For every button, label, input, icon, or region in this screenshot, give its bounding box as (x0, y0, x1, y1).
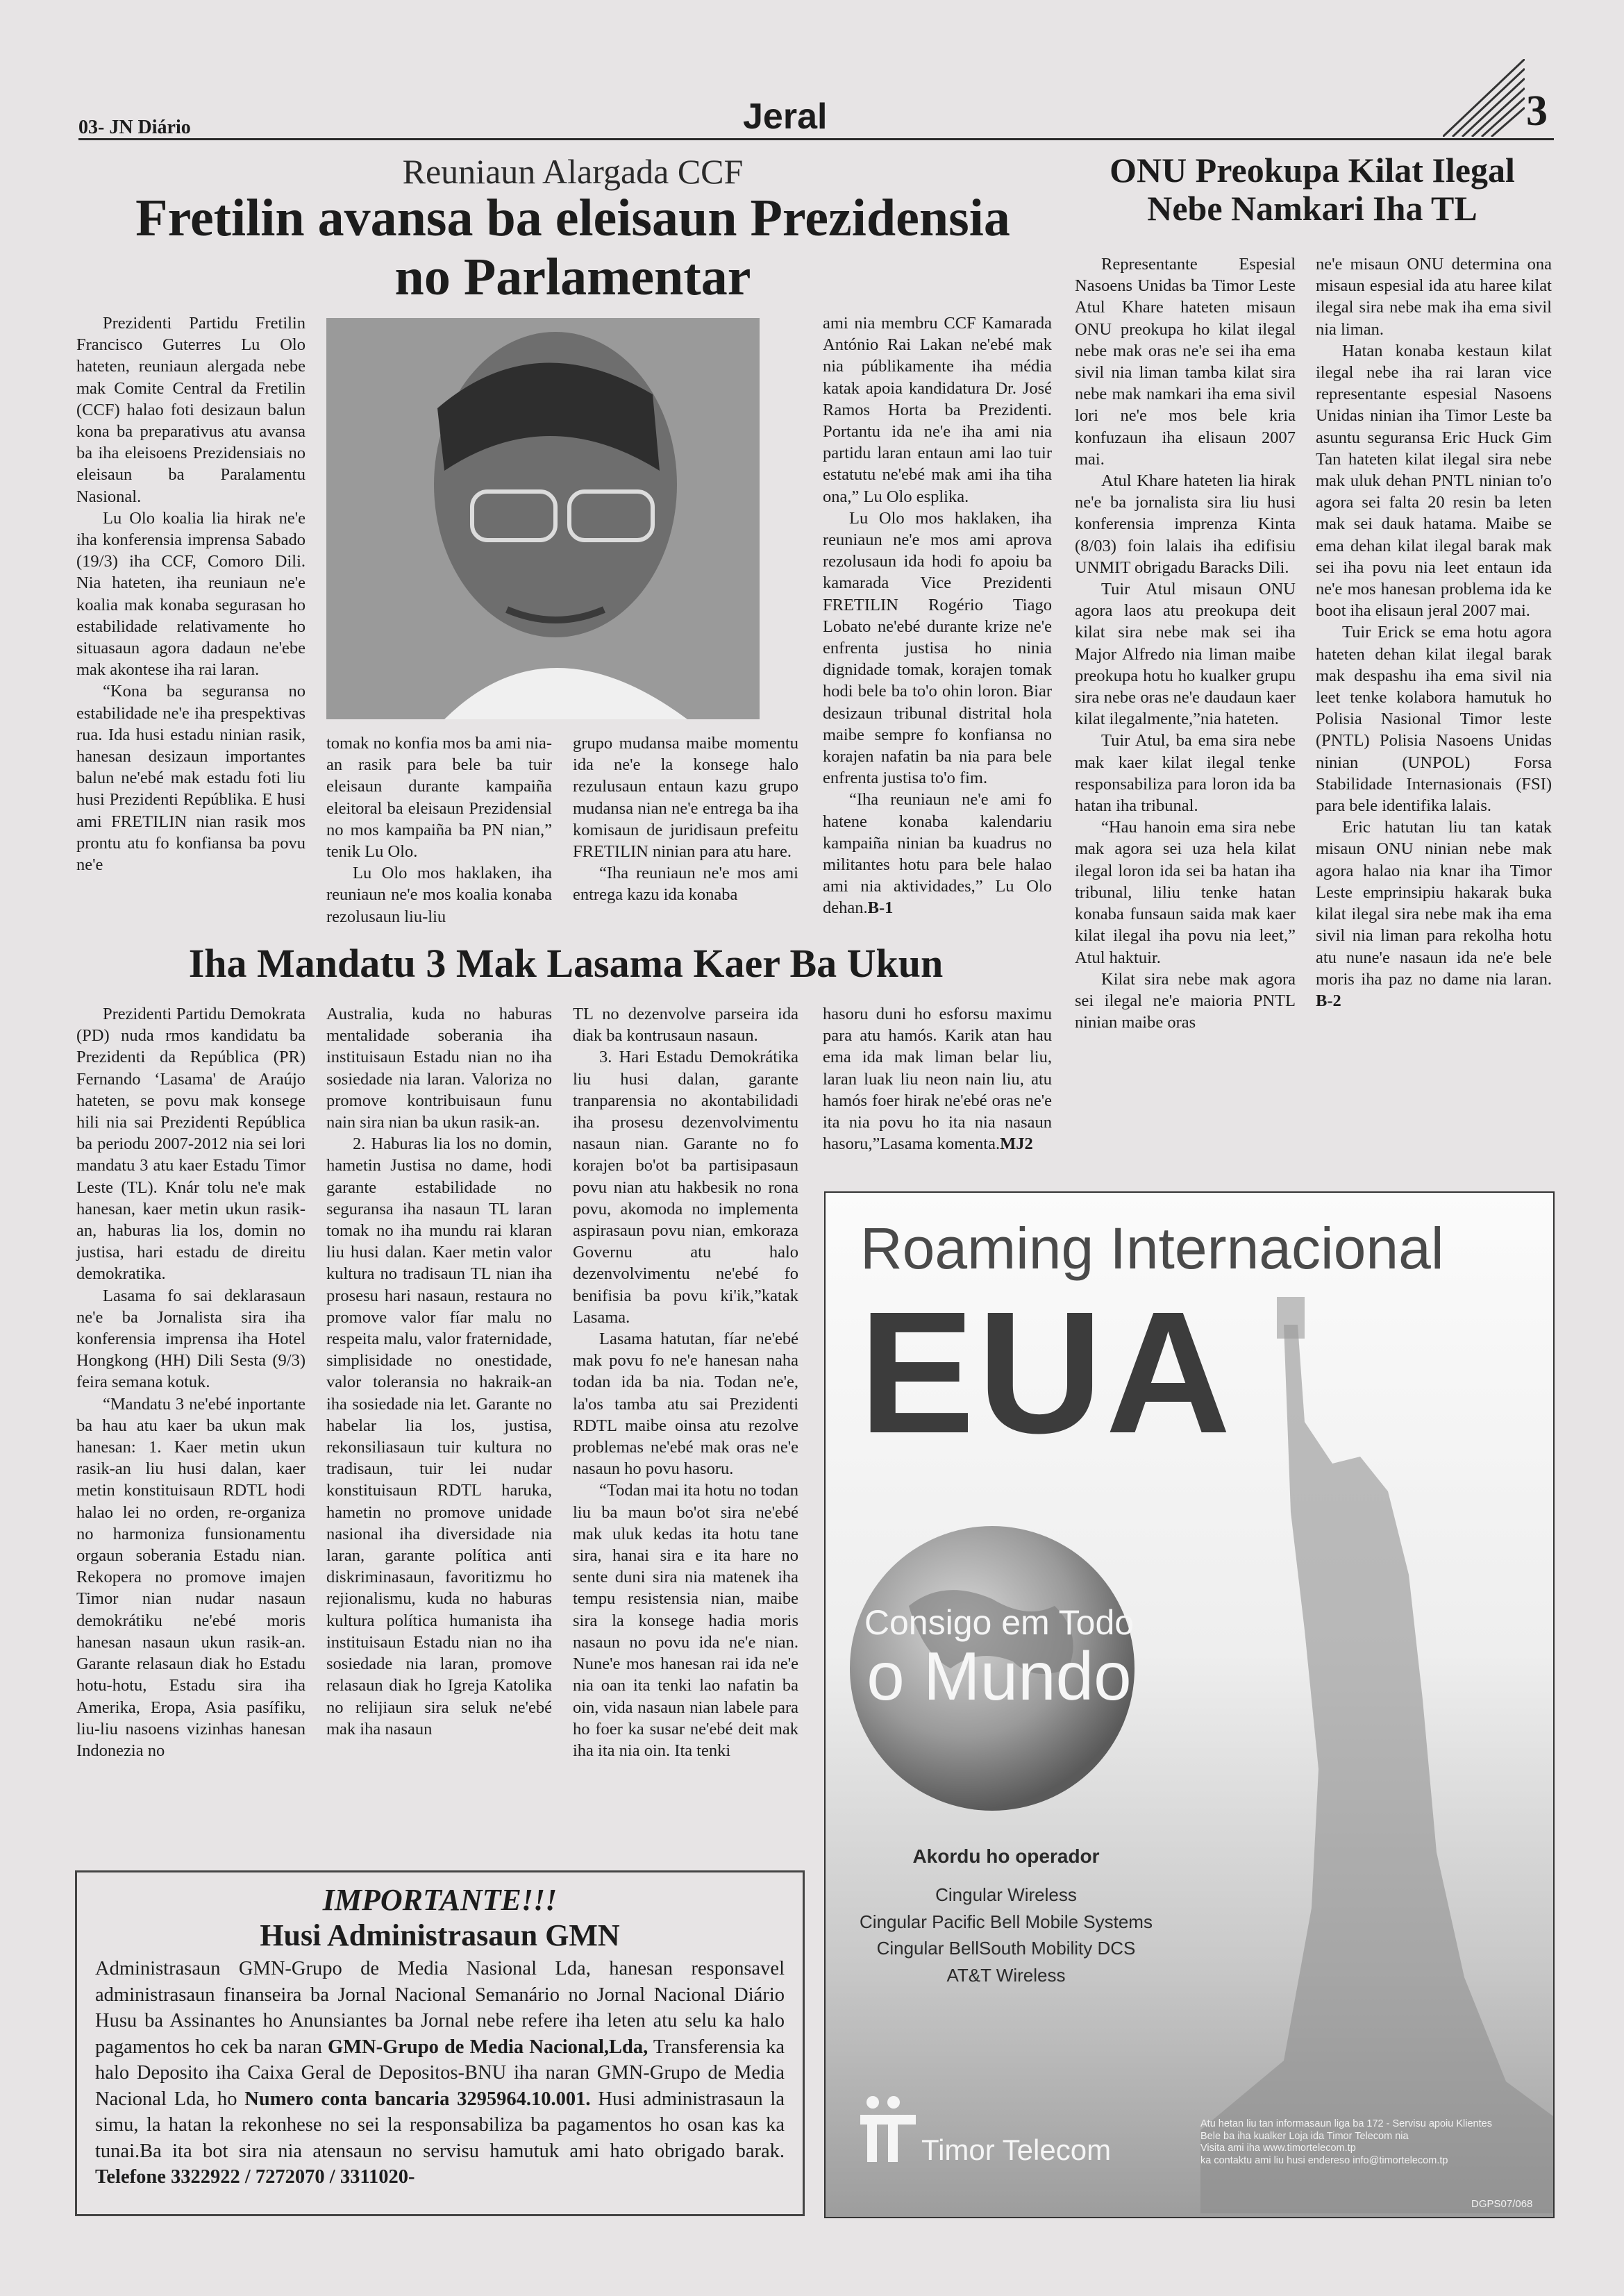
paragraph: “Mandatu 3 ne'ebé inportante ba hau atu kaer ba ukun mak hanesan: 1. Kaer metin ukun rasik-an liu husi dalan, kaer metin konstituisaun RDTL hodi halao lei no orden, re-organiza no harmoniza funsionamentu orgaun soberania Estadu nian. Rekopera no promove imajen Timor nian nudar nasaun demokrátiku ne'ebé moris hanesan nasaun ukun rasik-an. Garante relasaun diak ho Estadu hotu-hotu, Estadu sira iha Amerika, Eropa, Asia pasífiku, liu-liu nasoens vizinhas hanesan Indonezia no (76, 1394, 305, 1760)
operator-item: AT&T Wireless (946, 1964, 1066, 1986)
paragraph: “Hau hanoin ema sira nebe mak agora sei uza hela kilat ilegal loron ida sei ba hatan iha tribunal, liliu tenke hatan konaba funsaun saida mak kaer kilat ilegal iha povu nia leet,” Atul haktuir. (1075, 818, 1296, 967)
ad-title: Roaming Internacional (860, 1216, 1444, 1281)
fine-print-line: Bele ba iha kualker Loja ida Timor Telecom nia (1200, 2130, 1409, 2142)
paragraph (823, 789, 1052, 919)
paragraph-text: “Iha reuniaun ne'e ami fo hatene konaba kalendariu kampaiña ninian ba kuadrus no militantes hotu para bele halao ami nia aktividades,” Lu Olo dehan. (823, 790, 1052, 918)
byline: MJ2 (1000, 1134, 1033, 1154)
administration-notice (75, 1870, 805, 2216)
fine-print-line: Atu hetan liu tan informasaun liga ba 172 - Servisu apoiu Klientes (1200, 2118, 1492, 2129)
story1-kicker: Reuniaun Alargada CCF (402, 152, 744, 191)
paragraph: Lu Olo koalia lia hirak ne'e iha konferensia imprensa Sabado (19/3) iha CCF, Comoro Dili. Nia hateten, iha reuniaun ne'e koalia mak konaba segurasan ho estabilidade relativamente ho situasaun agora dadaun ne'ebe mak akontese iha rai laran. (76, 508, 305, 680)
paragraph: Lu Olo mos haklaken, iha reuniaun ne'e mos ami aprova rezolusaun ida hodi fo apoiu ba kamarada Vice Prezidenti FRETILIN Rogério Tiago Lobato ne'ebé durante krize ne'e enfrenta justisa ho ninia dignidade tomak, korajen tomak hodi bele ba to'o ohin loron. Biar desizaun tribunal distrital hola maibe sempre fo konfiansa no korajen nafatin ba nia para bele enfrenta justisa to'o fim. (823, 508, 1052, 788)
story3-headline (1069, 151, 1555, 228)
story2-col4 (823, 1003, 1052, 1155)
paragraph: Atul Khare hateten lia hirak ne'e ba jornalista sira liu husi konferensia imprenza Kinta (8/03) foin lalais iha edifisiu UNMIT obrigadu Baracks Dili. (1075, 471, 1296, 577)
brand-name: Timor Telecom (921, 2134, 1112, 2166)
masthead-left: 03- JN Diário (78, 117, 191, 138)
paragraph: Australia, kuda no haburas mentalidade soberania iha instituisaun Estadu nian no iha sosiedade nia laran. Valoriza no promove kontribuisaun funu nain sira nian ba ukun rasik-an. (326, 1005, 552, 1132)
paragraph: “Todan mai ita hotu no todan liu ba maun bo'ot sira ne'ebé mak uluk kedas ita hotu tane sira, hanai sira e ita hare no sente duni sira nia matenek iha tempu resistensia nian, maibe sira la konsege hadia moris nasaun no povu ida ne'e nian. Nune'e mos hanesan rai ida ne'e nia oan ita tenki lao nafatin ba oin, vida nasaun nian labele para ho foer ka susar ne'ebé deit mak iha ita nia oin. Ita tenki (573, 1481, 798, 1760)
statue-of-liberty-silhouette (1200, 1283, 1553, 2213)
timor-telecom-logo-icon (860, 2095, 916, 2165)
notice-body (77, 1953, 803, 2190)
fine-print-line: ka contaktu ami liu husi endereso info@timortelecom.tp (1200, 2154, 1448, 2166)
operator-item: Cingular BellSouth Mobility DCS (876, 1938, 1136, 1959)
paragraph: ami nia membru CCF Kamarada António Rai Lakan ne'ebé mak nia públikamente iha média katak apoia kandidatura Dr. José Ramos Horta ba Prezidenti. Portantu ida ne'e iha ami nia partidu laran entaun ami lao tuir estatutu ne'ebé mak ami iha tiha ona,” Lu Olo esplika. (823, 314, 1052, 506)
lu-olo-photo (326, 318, 760, 719)
notice-telephone: Telefone 3322922 / 7272070 / 3311020- (95, 2166, 415, 2188)
operators-title: Akordu ho operador (912, 1845, 1100, 1867)
paragraph: “Kona ba seguransa no estabilidade ne'e iha prespektivas rua. Ida husi estadu ninian rasik, hanesan desizaun importantes balun ne'ebé mak estadu foti liu husi Prezidenti Repúblika. E husi ami FRETILIN nian rasik mos prontu atu fo konfiansa ba povu ne'e (76, 682, 305, 875)
story2-col3 (573, 1003, 798, 1761)
notice-company-name: GMN-Grupo de Media Nacional,Lda, (327, 2036, 648, 2058)
byline: B-2 (1316, 991, 1341, 1010)
globe-tagline-1: Consigo em Todo (864, 1603, 1135, 1642)
paragraph: grupo mudansa maibe momentu ida ne'e la konsege halo rezulusaun entaun kazu grupo mudansa nian ne'e entrega ba iha komisaun de juridisaun prefeitu FRETILIN ninian para atu hare. (573, 734, 798, 862)
paragraph: Hatan konaba kestaun kilat ilegal nebe iha rai laran vice representante espesial Nasoens Unidas ninian iha Timor Leste ba asuntu seguransa Eric Huck Gim Tan hateten kilat ilegal sira nebe mak uluk dehan PNTL ninian to'o agora sei falta 20 resin ba leten mak sei dauk hatama. Maibe se ema dehan kilat ilegal barak mak sei iha povu nia leet entaun ida ne'e mos hanesan problema ida ke boot iha elisaun jeral 2007 mai. (1316, 341, 1552, 621)
notice-text: Transferensia ka halo Deposito iha Caixa Geral de Depositos-BNU iha naran GMN-Grupo de Media Nacional Lda, ho (95, 2036, 785, 2110)
paragraph: Kilat sira nebe mak agora sei ilegal ne'e maioria PNTL ninian maibe oras (1075, 969, 1296, 1032)
paragraph: Tuir Erick se ema hotu agora hateten dehan kilat ilegal barak mak despashu iha ema sivil nia leet tenke kolabora hamutuk ho Polisia Nasional Timor leste (PNTL) Polisia Nasoens Unidas ninian (UNPOL) Forsa Stabilidade Internasionais (FSI) para bele identifika lalais. (1316, 623, 1552, 816)
notice-text: Husi administrasaun la simu, la hatan la rekonhese no sei la responsabiliza ba pagamentos ho osan kas ka tunai.Ba ita bot sira nia atensaun no servisu hamutuk ami hato obrigado barak. (95, 2088, 785, 2162)
story3-col1 (1075, 253, 1296, 1033)
paragraph-text: Eric hatutan liu tan katak misaun ONU ninian nebe mak agora halao nia knar iha Timor Leste emprinsipiu hakarak buka kilat ilegal sira nebe mak iha ema sivil nia liman para rekolha hotu atu nune'e nasaun ida ne'e bele moris iha paz no dame nia laran. (1316, 818, 1552, 989)
story2-col2 (326, 1003, 552, 1740)
story1-col4 (823, 312, 1052, 919)
portrait-illustration (326, 318, 760, 719)
paragraph: 2. Haburas lia los no domin, hametin Justisa no dame, hodi garante estabilidade no seguransa iha nasaun TL laran tomak no iha mundu rai klaran liu husi dalan. Kaer metin valor kultura no tradisaun TL nian iha prosesu hari nasaun, restaura no promove valor fíar malu no respeita malu, valor fraternidade, simplisidade no onestidade, valor toleransia no hakraik-an iha sosiedade nia let. Garante no habelar lia los, justisa, rekonsiliasaun tuir kultura no tradisaun, tuir lei nudar konstituisaun RDTL haruka, hametin no promove unidade nasional iha diversidade nia laran, garante política anti diskriminasaun, favoritizmu ho rejionalismu, kuda no haburas kultura política humanista iha instituisaun Estadu nian no iha sosiedade nia laran, promove relasaun diak ho Igreja Katolika no relijiaun sira seluk ne'ebé mak iha nasaun (326, 1134, 552, 1738)
story2-col1 (76, 1003, 305, 1761)
story3-col2 (1316, 253, 1552, 1012)
notice-subtitle: Husi Administrasaun GMN (260, 1918, 620, 1952)
story3-headline-line1: ONU Preokupa Kilat Ilegal (1110, 151, 1515, 190)
paragraph: “Iha reuniaun ne'e mos ami entrega kazu ida konaba (573, 864, 798, 905)
paragraph: Lu Olo mos haklaken, iha reuniaun ne'e mos koalia konaba rezolusaun liu-liu (326, 864, 552, 926)
ad-code: DGPS07/068 (1471, 2198, 1533, 2210)
paragraph: ne'e misaun ONU determina ona misaun espesial ida atu haree kilat ilegal sira nebe mak iha ema sivil nia liman. (1316, 255, 1552, 339)
story1-col3 (573, 732, 798, 906)
notice-text: Administrasaun GMN-Grupo de Media Nasional Lda, hanesan responsavel administrasaun finanseira ba Jornal Nacional Semanário no Jornal Nacional Diário Husu ba Assinantes ho Anunsiantes ba Jornal nebe refere iha leten atu selu ka halo pagamentos ho cek ba naran (95, 1958, 785, 2058)
page-number: 3 (1526, 87, 1548, 135)
story1-col1 (76, 312, 305, 875)
story3-headline-line2: Nebe Namkari Iha TL (1147, 189, 1477, 228)
story1-headline-line1: Fretilin avansa ba eleisaun Prezidensia (135, 189, 1010, 247)
notice-account-number: Numero conta bancaria 3295964.10.001. (244, 2088, 591, 2110)
paragraph: Tuir Atul misaun ONU agora laos atu preokupa deit kilat sira nebe mak sei iha Major Alfredo nia liman maibe preokupa hotu ho kualker grupu sira nebe oras ne'e daudaun kaer kilat ilegalmente,”nia hateten. (1075, 580, 1296, 729)
paragraph: Representante Espesial Nasoens Unidas ba Timor Leste Atul Khare hateten misaun ONU preokupa ho kilat ilegal nebe mak oras ne'e sei iha ema sivil nia liman tamba kilat sira nebe mak namkari iha ema sivil lori ne'e mos bele kria konfuzaun iha elisaun 2007 mai. (1075, 255, 1296, 469)
paragraph: Tuir Atul, ba ema sira nebe mak kaer kilat ilegal tenke responsabiliza para loron ida ba hatan iha tribunal. (1075, 731, 1296, 816)
paragraph: Prezidenti Partidu Demokrata (PD) nuda rmos kandidatu ba Prezidenti da República (PR) Fernando ‘Lasama' de Araújo hateten, se povu mak konsege hili nia sai Prezidenti República ba periodu 2007-2012 nia sei lori mandatu 3 atu kaer Estadu Timor Leste (TL). Knár tolu ne'e mak hanesan, kaer metin ukun rasik-an, haburas lia los, domin no justisa, hari estadu de direitu demokratika. (76, 1005, 305, 1284)
operator-item: Cingular Wireless (935, 1884, 1077, 1905)
story1-headline (62, 189, 1083, 307)
paragraph: 3. Hari Estadu Demokrátika liu husi dalan, garante tranparensia no akontabilidadi iha prosesu dezenvolvimentu nasaun nian. Garante no fo korajen bo'ot ba partisipasaun povu nian atu hakbesik no rona povu, akomoda no implementa aspirasaun povu nian, emkoraza Governu atu halo dezenvolvimentu ne'ebé fo benifisia ba povu ki'ik,”katak Lasama. (573, 1048, 798, 1327)
section-title: Jeral (743, 97, 828, 137)
notice-title: IMPORTANTE!!! (322, 1883, 558, 1917)
paragraph-text: hasoru duni ho esforsu maximu para atu hamós. Karik atan hau ema ida mak liman belar liu, laran luak liu neon nain liu, atu hamós foer hirak ne'ebé oras ne'e ita nia povu ho ita nia nasaun hasoru,”Lasama komenta. (823, 1005, 1052, 1154)
hatch-decoration (1443, 59, 1525, 137)
fine-print-line: Visita ami iha www.timortelecom.tp (1200, 2143, 1356, 2154)
masthead-rule (78, 138, 1554, 140)
paragraph: Lasama fo sai deklarasaun ne'e ba Jornalista sira iha konferensia imprensa iha Hotel Hongkong (HH) Dili Sesta (9/3) feira semana kotuk. (76, 1286, 305, 1392)
byline: B-1 (867, 898, 894, 918)
paragraph: Lasama hatutan, fíar ne'ebé mak povu fo ne'e hanesan naha todan ida ba nia. Todan ne'e, la'os tamba atu sai Prezidenti RDTL maibe oinsa atu rezolve problemas ne'ebé mak oras ne'e nasaun ho povu hasoru. (573, 1330, 798, 1479)
paragraph (823, 1003, 1052, 1155)
story1-headline-line2: no Parlamentar (394, 248, 751, 307)
paragraph: TL no dezenvolve parseira ida diak ba kontrusaun nasaun. (573, 1005, 798, 1046)
operator-item: Cingular Pacific Bell Mobile Systems (860, 1911, 1153, 1932)
operators-list (846, 1882, 1166, 1988)
story1-col2 (326, 732, 552, 928)
ad-fine-print (1200, 2118, 1548, 2167)
paragraph: tomak no konfia mos ba ami nia-an rasik para bele ba tuir eleisaun durante kampaiña eleitoral ba eleisaun Prezidensial no mos kampaiña ba PN nian,” tenik Lu Olo. (326, 734, 552, 862)
paragraph (1316, 816, 1552, 1012)
ad-country: EUA (859, 1275, 1234, 1469)
story2-headline: Iha Mandatu 3 Mak Lasama Kaer Ba Ukun (188, 941, 944, 986)
globe-tagline-2: o Mundo (867, 1638, 1132, 1714)
roaming-advertisement (824, 1191, 1555, 2218)
paragraph: Prezidenti Partidu Fretilin Francisco Guterres Lu Olo hateten, reuniaun alergada nebe mak Comite Central da Fretilin (CCF) halao foti desizaun balun kona ba preparativus atu avansa ba iha eleisoens Prezidensiais no eleisaun ba Paralamentu Nasional. (76, 314, 305, 506)
